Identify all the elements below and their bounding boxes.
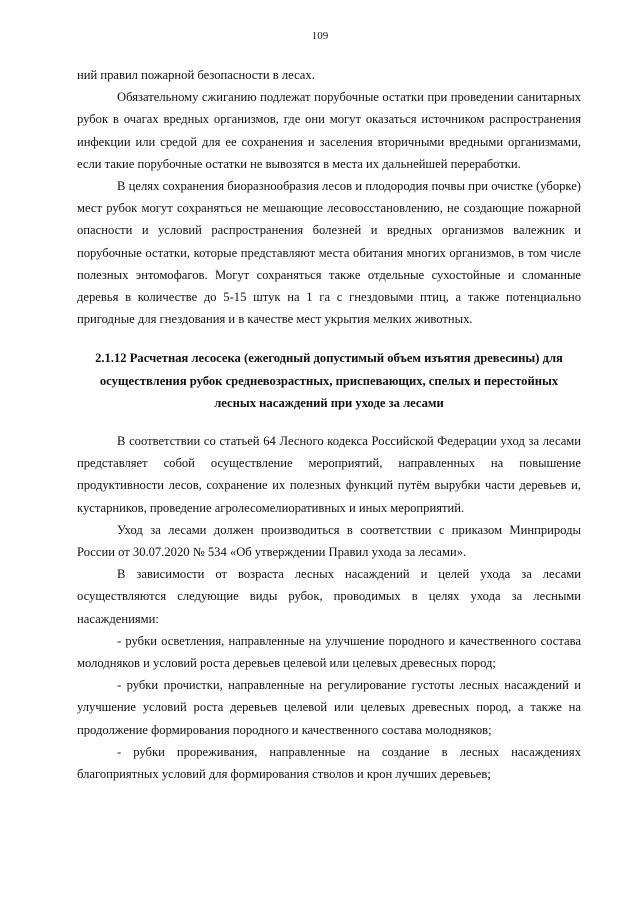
paragraph-continuation: ний правил пожарной безопасности в лесах.	[77, 68, 315, 82]
paragraph-biodiversity: В целях сохранения биоразнообразия лесов и плодородия почвы при очистке (уборке) мест рубок могут сохраняться не мешающие лесовосстановлению, не создающие пожарной опасности и условий распространения болезней и вредных организмов валежник и порубочные остатки, которые представляют места обитания многих организмов, в том числе полезных энтомофагов. Могут сохраняться также отдельные сухостойные и сломанные деревья в количестве до 5-15 штук на 1 га с гнездовыми птиц, а также потенциально пригодные для гнездования и в качестве мест укрытия мелких животных.	[77, 179, 581, 327]
list-item-cleaning: - рубки прочистки, направленные на регулирование густоты лесных насаждений и улучшение условий роста деревьев целевой или целевых древесных пород, а также на продолжение формирования породного и качественного состава молодняков;	[77, 678, 581, 737]
list-item-thinning: - рубки прореживания, направленные на создание в лесных насаждениях благоприятных условий для формирования стволов и крон лучших деревьев;	[77, 744, 581, 782]
section-heading-line: 2.1.12 Расчетная лесосека (ежегодный допустимый объем изъятия древесины) для	[95, 351, 563, 366]
paragraph-cutting-types: В зависимости от возраста лесных насаждений и целей ухода за лесами осуществляются следующие виды рубок, проводимых в целях ухода за лесными насаждениями:	[77, 567, 581, 626]
paragraph-burning-residues: Обязательному сжиганию подлежат порубочные остатки при проведении санитарных рубок в очагах вредных организмов, где они могут оказаться источником распространения инфекции или средой для ее сохранения и заселения вторичными вредными организмами, если такие порубочные остатки не вывозятся в места их дальнейшей переработки.	[77, 90, 581, 171]
list-item-clarification: - рубки осветления, направленные на улучшение породного и качественного состава молодняков и условий роста деревьев целевой или целевых древесных пород;	[77, 633, 581, 671]
paragraph-ministry-order: Уход за лесами должен производиться в соответствии с приказом Минприроды России от 30.07.2020 № 534 «Об утверждении Правил ухода за лесами».	[77, 522, 581, 560]
document-body	[77, 64, 581, 785]
paragraph-forest-code: В соответствии со статьей 64 Лесного кодекса Российской Федерации уход за лесами представляет собой осуществление мероприятий, направленных на повышение продуктивности лесов, сохранение их полезных функций путём вырубки части деревьев и, кустарников, проведение агролесомелиоративных и иных мероприятий.	[77, 434, 581, 515]
section-heading-line: осуществления рубок средневозрастных, приспевающих, спелых и перестойных	[99, 373, 559, 388]
page-number: 109	[311, 30, 329, 42]
section-heading-line: лесных насаждений при уходе за лесами	[214, 395, 444, 410]
section-heading	[77, 347, 581, 414]
